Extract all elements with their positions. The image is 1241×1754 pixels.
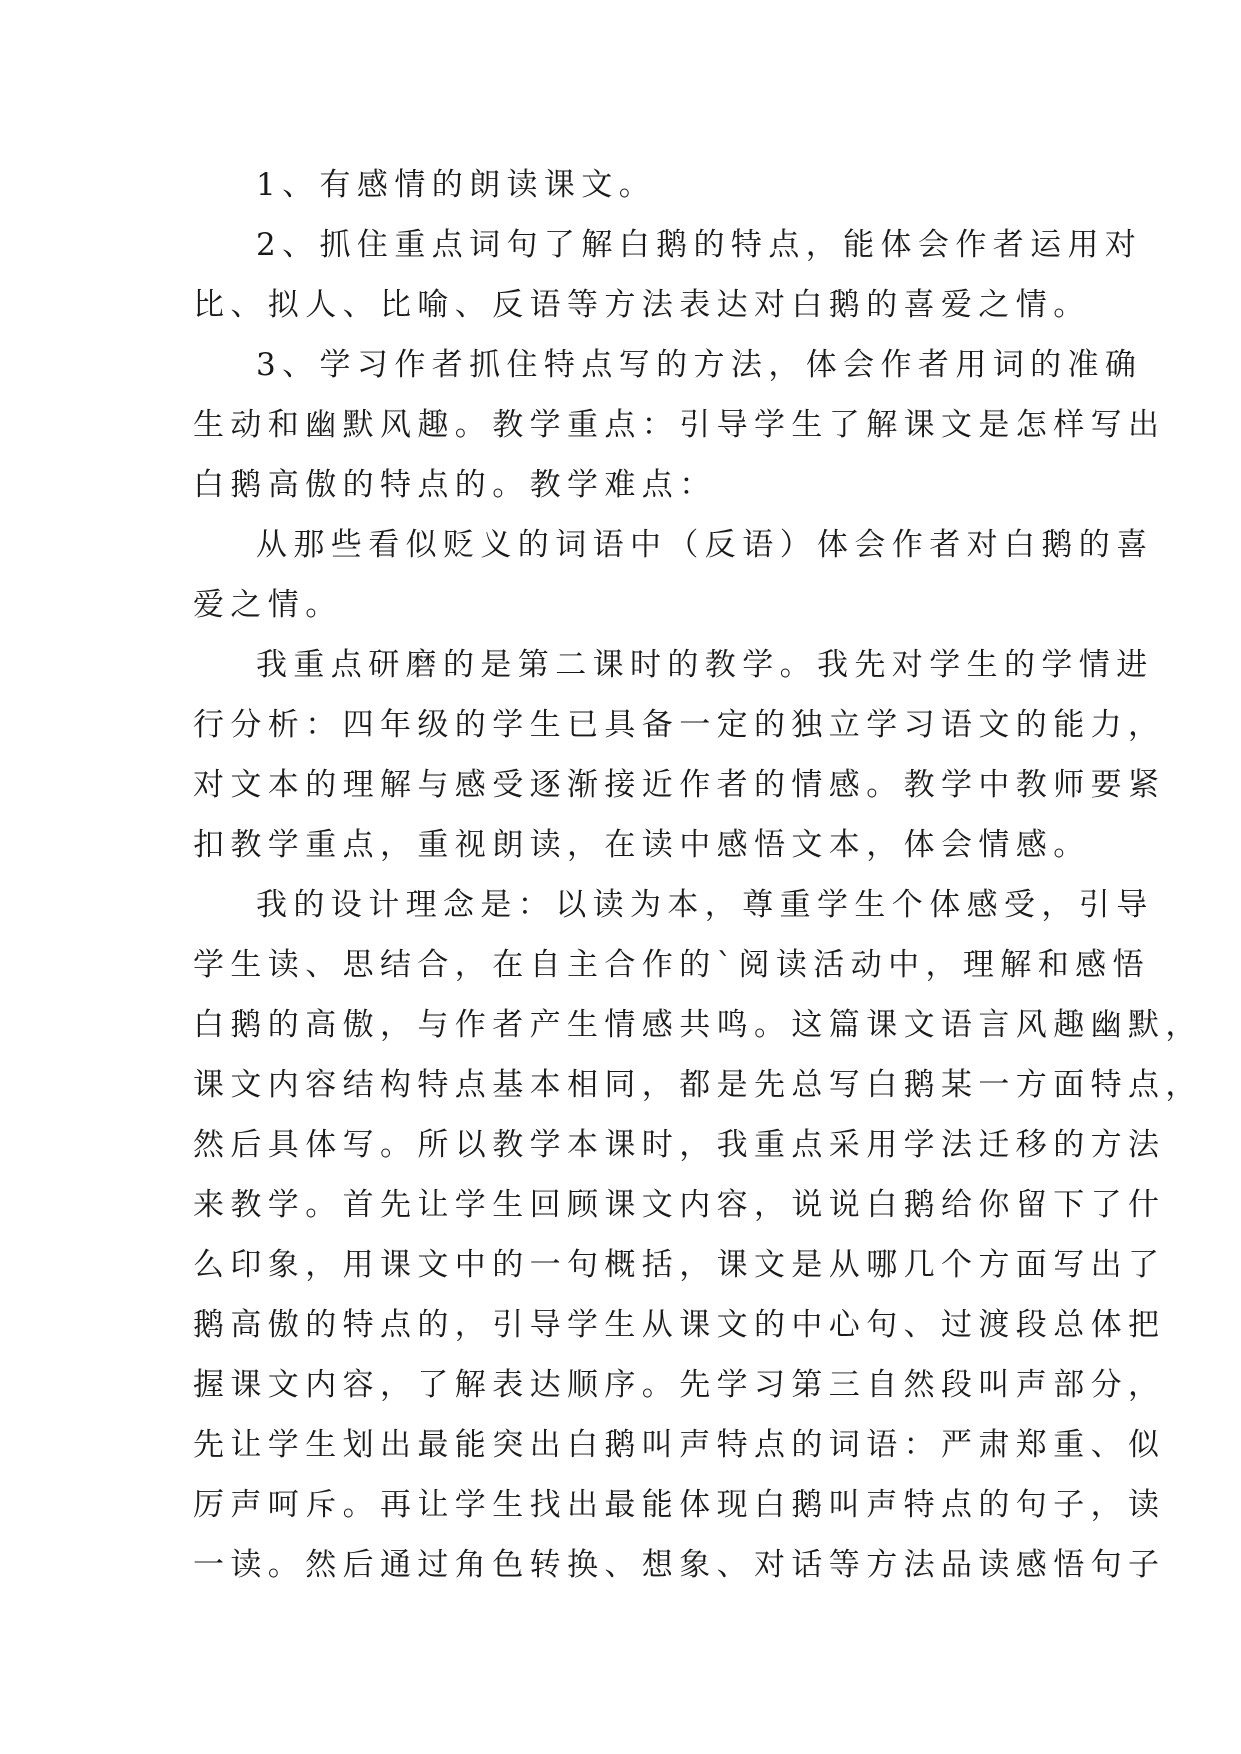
text-line: 先让学生划出最能突出白鹅叫声特点的词语：严肃郑重、似 — [193, 1427, 1166, 1463]
text-line: 比、拟人、比喻、反语等方法表达对白鹅的喜爱之情。 — [193, 287, 1091, 323]
text-line: 3、学习作者抓住特点写的方法，体会作者用词的准确 — [256, 347, 1143, 383]
text-line: 课文内容结构特点基本相同，都是先总写白鹅某一方面特点， — [193, 1067, 1203, 1103]
text-line: 我的设计理念是：以读为本，尊重学生个体感受，引导 — [256, 887, 1154, 923]
text-line: 么印象，用课文中的一句概括，课文是从哪几个方面写出了 — [193, 1247, 1166, 1283]
text-line: 行分析：四年级的学生已具备一定的独立学习语文的能力， — [193, 707, 1166, 743]
text-line: 2、抓住重点词句了解白鹅的特点，能体会作者运用对 — [256, 227, 1143, 263]
text-line: 生动和幽默风趣。教学重点：引导学生了解课文是怎样写出 — [193, 407, 1166, 443]
text-line: 握课文内容，了解表达顺序。先学习第三自然段叫声部分， — [193, 1367, 1166, 1403]
text-line: 我重点研磨的是第二课时的教学。我先对学生的学情进 — [256, 647, 1154, 683]
text-line: 然后具体写。所以教学本课时，我重点采用学法迁移的方法 — [193, 1127, 1166, 1163]
text-line: 白鹅的高傲，与作者产生情感共鸣。这篇课文语言风趣幽默， — [193, 1007, 1203, 1043]
text-line: 鹅高傲的特点的，引导学生从课文的中心句、过渡段总体把 — [193, 1307, 1166, 1343]
text-line: 1、有感情的朗读课文。 — [256, 167, 657, 203]
text-line: 来教学。首先让学生回顾课文内容，说说白鹅给你留下了什 — [193, 1187, 1166, 1223]
text-line: 从那些看似贬义的词语中（反语）体会作者对白鹅的喜 — [256, 527, 1154, 563]
text-line: 一读。然后通过角色转换、想象、对话等方法品读感悟句子 — [193, 1547, 1166, 1583]
text-line: 白鹅高傲的特点的。教学难点： — [193, 467, 717, 503]
text-line: 对文本的理解与感受逐渐接近作者的情感。教学中教师要紧 — [193, 767, 1166, 803]
text-line: 厉声呵斥。再让学生找出最能体现白鹅叫声特点的句子，读 — [193, 1487, 1166, 1523]
text-line: 爱之情。 — [193, 587, 343, 623]
text-line: 扣教学重点，重视朗读，在读中感悟文本，体会情感。 — [193, 827, 1091, 863]
text-line: 学生读、思结合，在自主合作的`阅读活动中，理解和感悟 — [193, 947, 1150, 983]
